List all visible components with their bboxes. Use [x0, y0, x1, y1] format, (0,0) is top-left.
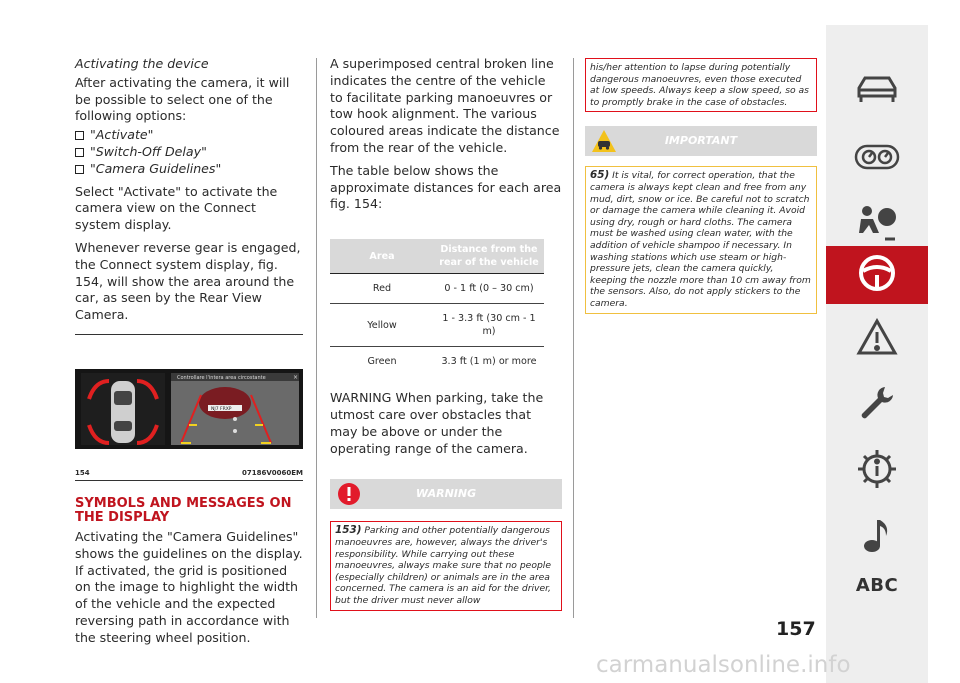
table-row: Green 3.3 ft (1 m) or more — [330, 347, 544, 377]
dashboard-icon — [854, 142, 900, 176]
note-number: 65) — [590, 169, 610, 182]
note-text: his/her attention to lapse during potentially dangerous manoeuvres, even those executed at low speeds. Always keep a slow speed, so as to promptly brake in the case of obstacles. — [590, 62, 809, 108]
warning-triangle-icon — [856, 318, 898, 360]
chapter-sidebar — [826, 25, 928, 683]
table-row: Red 0 - 1 ft (0 – 30 cm) — [330, 274, 544, 304]
music-note-icon — [862, 516, 892, 558]
sidebar-item-multimedia[interactable] — [826, 509, 928, 565]
paragraph-activation: After activating the camera, it will be possible to select one of the following options: — [75, 74, 290, 124]
important-label: IMPORTANT — [664, 134, 738, 148]
column-middle — [330, 56, 562, 611]
note-text: It is vital, for correct operation, that the camera is always kept clean and free from any mud, dirt, snow or ice. Be careful not to scratch or damage the camera while cleaning it. Avoid using dry, rough or hard cloths. The camera must be washed using clean water, with the addition of vehicle shampoo if necessary. In washing stations which use steam or high-pressure jets, clean the camera quickly, keeping the nozzle more than 10 cm away from the sensors. Also, do not apply stickers to the camera. — [590, 170, 811, 309]
column-right — [585, 58, 817, 314]
checkbox-bullet-icon — [75, 131, 84, 140]
sidebar-item-index[interactable] — [826, 567, 928, 603]
table-row: Yellow 1 - 3.3 ft (30 cm - 1 m) — [330, 304, 544, 347]
warning-banner — [330, 479, 562, 509]
note-text: Parking and other potentially dangerous manoeuvres are, however, always the driver's responsibility. While carrying out these manoeuvres, always make sure that no people (especially children) or animals are in the area concerned. The camera is an aid for the driver, but the driver must never allow — [335, 525, 551, 606]
column-divider — [573, 58, 574, 618]
list-item: "Activate" — [75, 127, 303, 144]
divider — [75, 334, 303, 335]
wrench-icon — [857, 383, 897, 427]
camera-overlay-text: Controllare l'intera area circostante — [177, 374, 266, 381]
sidebar-item-driving[interactable] — [826, 246, 928, 304]
sidebar-item-dashboard[interactable] — [826, 131, 928, 187]
distance-table — [330, 239, 544, 376]
sidebar-item-safety[interactable] — [826, 197, 928, 253]
paragraph-select: Select "Activate" to activate the camera view on the Connect system display. — [75, 183, 278, 233]
options-list — [75, 127, 303, 177]
rear-camera-figure — [75, 369, 303, 449]
sidebar-item-car[interactable] — [826, 63, 928, 119]
watermark: carmanualsonline.info — [596, 652, 851, 678]
car-icon — [853, 72, 901, 110]
warning-note — [330, 521, 562, 610]
abc-label: ABC — [855, 574, 899, 596]
paragraph-central-line: A superimposed central broken line indicates the centre of the vehicle to facilitate parking manoeuvres or tow hook alignment. The various coloured areas indicate the distance from the rear of the vehicle. — [330, 56, 560, 155]
plate-text: NJ7 FRXP — [211, 406, 232, 412]
list-item: "Switch-Off Delay" — [75, 144, 303, 161]
sidebar-item-technical-data[interactable] — [826, 443, 928, 499]
paragraph-table-intro: The table below shows the approximate distances for each area fig. 154: — [330, 162, 562, 212]
sidebar-item-emergency[interactable] — [826, 311, 928, 367]
paragraph-guidelines: Activating the "Camera Guidelines" shows the guidelines on the display. If activated, the grid is positioned on the image to highlight the width of the vehicle and the expected reversing path in accordance with the steering wheel position. — [75, 528, 303, 645]
checkbox-bullet-icon — [75, 148, 84, 157]
page-number: 157 — [776, 618, 816, 640]
camera-display-image — [75, 369, 303, 449]
column-divider — [316, 58, 317, 618]
figure-number: 154 — [75, 468, 90, 477]
figure-code: 07186V0060EM — [241, 468, 303, 477]
important-banner — [585, 126, 817, 156]
checkbox-bullet-icon — [75, 165, 84, 174]
camera-close-icon: × — [293, 373, 299, 381]
figure-caption — [75, 469, 303, 481]
paragraph-warning-parking: WARNING When parking, take the utmost care over obstacles that may be above or under the operating range of the camera. — [330, 390, 544, 456]
paragraph-reverse: Whenever reverse gear is engaged, the Connect system display, fig. 154, will show the area around the car, as seen by the Rear View Camera. — [75, 239, 301, 323]
table-header-area: Area — [330, 239, 434, 274]
note-number: 153) — [335, 524, 362, 537]
gear-info-icon — [856, 448, 898, 494]
warning-note-continued — [585, 58, 817, 112]
important-note — [585, 166, 817, 313]
table-header-distance: Distance from the rear of the vehicle — [434, 239, 544, 274]
subheading-activating: Activating the device — [75, 56, 209, 71]
warning-label: WARNING — [415, 487, 477, 501]
airbag-icon — [855, 203, 899, 247]
steering-wheel-icon — [857, 253, 897, 297]
list-item: "Camera Guidelines" — [75, 161, 303, 178]
section-title-symbols: SYMBOLS AND MESSAGES ON THE DISPLAY — [75, 495, 292, 525]
sidebar-item-maintenance[interactable] — [826, 377, 928, 433]
column-left — [75, 56, 303, 653]
